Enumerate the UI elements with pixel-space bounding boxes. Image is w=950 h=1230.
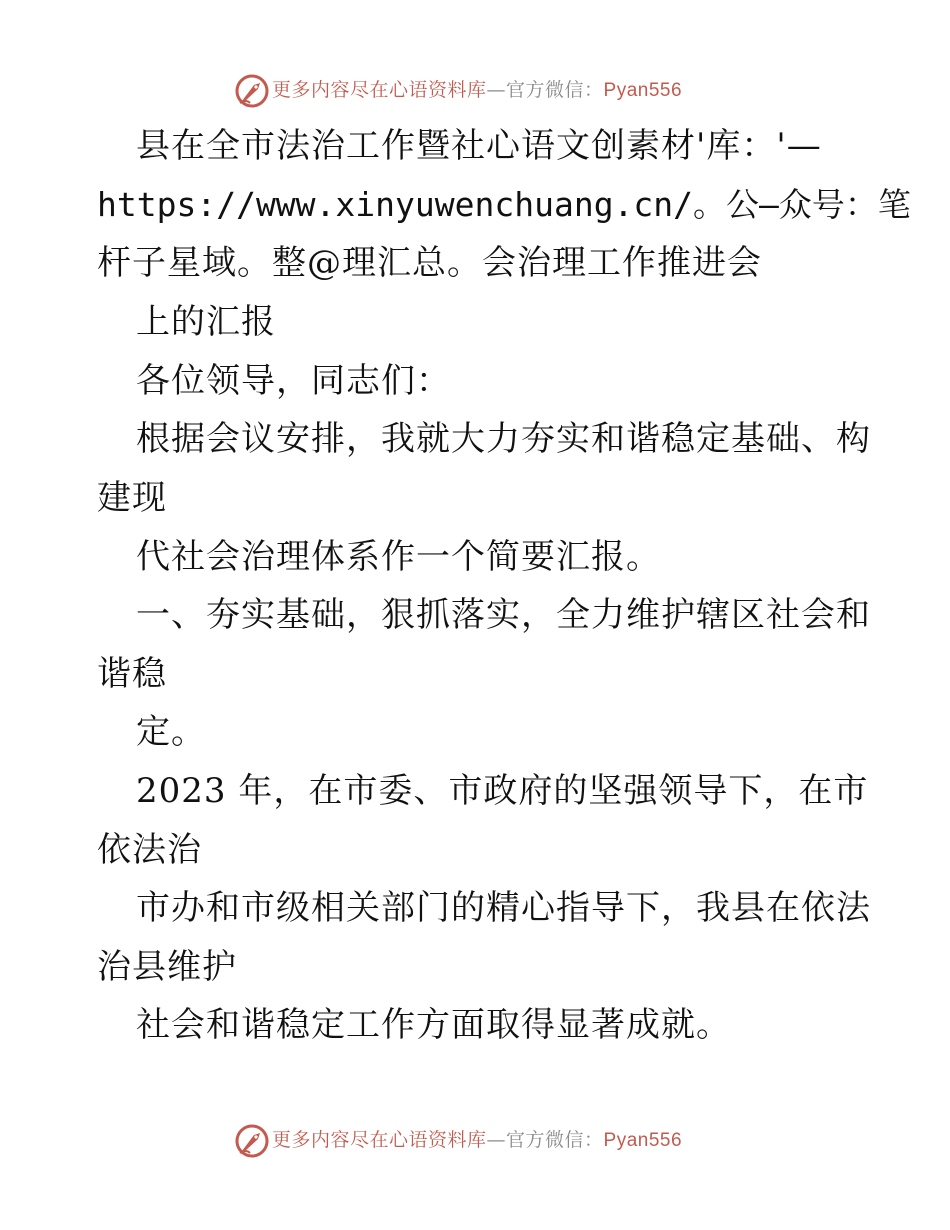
text-line: https://www.xinyuwenchuang.cn/。公—众号：笔 [97, 185, 911, 224]
text-line: 治县维护 [97, 947, 237, 987]
text-line: 谐稳 [97, 654, 167, 694]
banner-main-text: 更多内容尽在心语资料库 [272, 79, 487, 101]
header-banner [0, 70, 950, 110]
pen-nib-logo-icon [234, 1123, 270, 1159]
text-line: 杆子星域。整@理汇总。会治理工作推进会 [97, 243, 762, 283]
text-line: 一、夯实基础，狠抓落实，全力维护辖区社会和 [136, 595, 871, 635]
banner-main-text: 更多内容尽在心语资料库 [272, 1129, 487, 1151]
banner-wechat-id: Pyan556 [603, 80, 683, 101]
text-line: 2023 年，在市委、市政府的坚强领导下，在市 [136, 771, 869, 811]
text-line: 县在全市法治工作暨社心语文创素材'库：'— [136, 126, 822, 166]
text-line: 社会和谐稳定工作方面取得显著成就。 [136, 1005, 731, 1045]
text-line: 代社会治理体系作一个简要汇报。 [136, 537, 661, 577]
banner-wechat-label: 官方微信： [506, 79, 604, 101]
banner-dash: — [486, 79, 507, 101]
banner-wechat-id: Pyan556 [603, 1130, 683, 1151]
text-line: 各位领导，同志们： [136, 361, 451, 401]
banner-wechat-label: 官方微信： [506, 1129, 604, 1151]
footer-banner [0, 1120, 950, 1160]
text-line: 上的汇报 [136, 302, 276, 342]
header-banner-text [272, 78, 682, 103]
text-line: 定。 [136, 712, 206, 752]
banner-dash: — [486, 1129, 507, 1151]
footer-banner-text [272, 1128, 682, 1153]
pen-nib-logo-icon [234, 73, 270, 109]
text-line: 市办和市级相关部门的精心指导下，我县在依法 [136, 888, 871, 928]
text-line: 根据会议安排，我就大力夯实和谐稳定基础、构 [136, 419, 871, 459]
text-line: 建现 [97, 478, 167, 518]
text-line: 依法治 [97, 830, 202, 870]
